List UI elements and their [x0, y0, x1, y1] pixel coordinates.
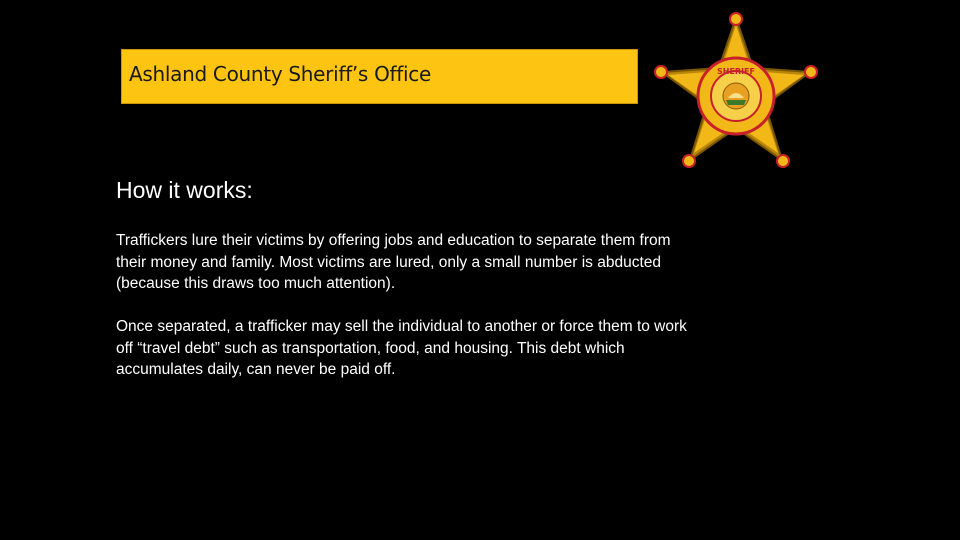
star-tip-ball: [777, 155, 789, 167]
paragraph-2: Once separated, a trafficker may sell the individual to another or force them to work off “travel debt” such as transportation, food, and housing. This debt which accumulates daily, can never be paid off.: [116, 318, 687, 378]
sheriff-star-badge-icon: [648, 10, 824, 172]
title-banner: [121, 49, 638, 104]
paragraph-1: Traffickers lure their victims by offering jobs and education to separate them from their money and family. Most victims are lured, only a small number is abducted (because this draws too much attention).: [116, 232, 671, 292]
star-tip-ball: [655, 66, 667, 78]
star-tip-ball: [805, 66, 817, 78]
star-tip-ball: [683, 155, 695, 167]
seal-field-icon: [726, 100, 746, 105]
badge-center-text: SHERIFF: [717, 67, 755, 76]
star-tip-ball: [730, 13, 742, 25]
section-heading: How it works:: [116, 177, 253, 203]
page-title: Ashland County Sheriff’s Office: [129, 62, 431, 86]
